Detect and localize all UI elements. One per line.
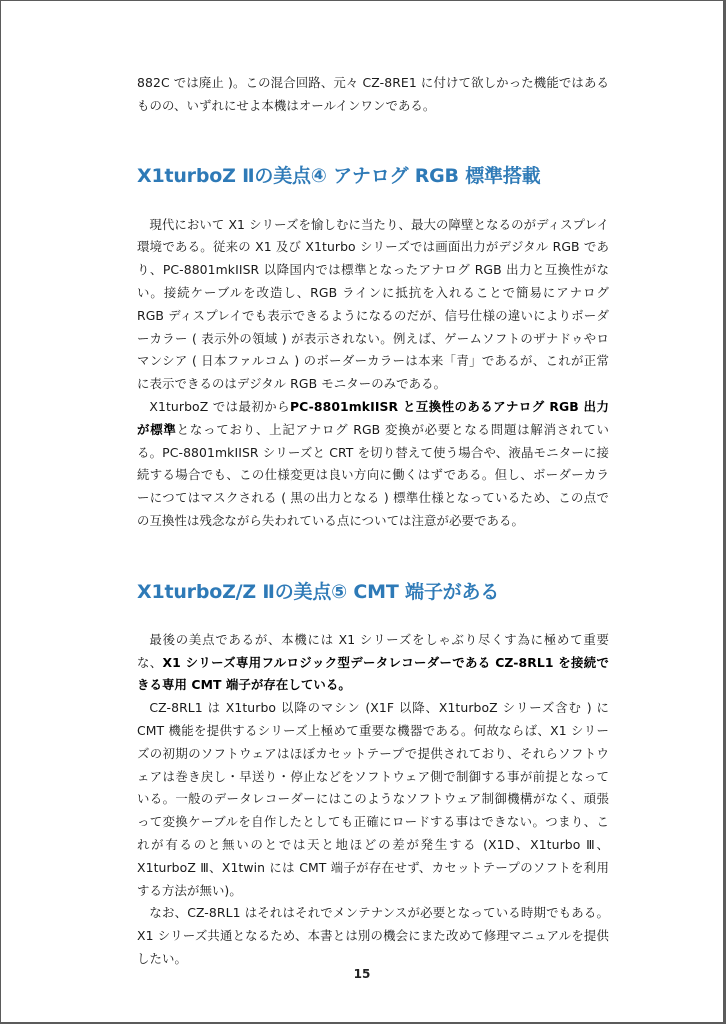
section-heading-cmt: X1turboZ/Z Ⅱの美点⑤ CMT 端子がある [137, 580, 500, 603]
section4-paragraph-1: 現代において X1 シリーズを愉しむに当たり、最大の障壁となるのがディスプレイ環境である。従来の X1 及び X1turbo シリーズでは画面出力がデジタル RGB であり、PC-8801mkIISR 以降国内では標準となったアナログ RGB 出力と互換性がない。接続ケーブルを改造し、RGB ラインに抵抗を入れることで簡易にアナログ RGB ディスプレイでも表示できるようになるのだが、信号仕様の違いによりボーダーカラー ( 表示外の領域 ) が表示されない。例えば、ゲームソフトのザナドゥやロマンシア ( 日本ファルコム ) のボーダーカラーは本来「青」であるが、これが正常に表示できるのはデジタル RGB モニターのみである。 [137, 216, 609, 392]
section4-paragraph-2-rest: となっており、上記アナログ RGB 変換が必要となる問題は解消されている。PC-8801mkIISR シリーズと CRT を切り替えて使う場合や、液晶モニターに接続する場合でも、この仕様変更は良い方向に働くはずである。但し、ボーダーカラーにつてはマスクされる ( 黒の出力となる ) 標準仕様となっているため、この点での互換性は残念ながら失われている点については注意が必要である。 [137, 421, 609, 528]
document-page [1, 1, 723, 1022]
section4-paragraph-2-lead: X1turboZ では最初から [149, 398, 290, 414]
section5-paragraph-1-emphasis: X1 シリーズ専用フルロジック型データレコーダーである CZ-8RL1 を接続できる専用 CMT 端子が存在している。 [137, 654, 609, 693]
section5-paragraph-3: なお、CZ-8RL1 はそれはそれでメンテナンスが必要となっている時期でもある。X1 シリーズ共通となるため、本書とは別の機会にまた改めて修理マニュアルを提供したい。 [137, 905, 609, 966]
section5-paragraph-1-lead: 最後の美点であるが、本機には X1 シリーズをしゃぶり尽くす為に極めて重要な、 [137, 631, 609, 670]
section-heading-rgb: X1turboZ Ⅱの美点④ アナログ RGB 標準搭載 [137, 164, 541, 187]
section4-paragraph-2 [137, 396, 609, 533]
section5-paragraph-2: CZ-8RL1 は X1turbo 以降のマシン (X1F 以降、X1turboZ シリーズ含む ) に CMT 機能を提供するシリーズ上極めて重要な機器である。何故ならば、X1 シリーズの初期のソフトウェアはほぼカセットテープで提供されており、それらソフトウェアは巻き戻し・早送り・停止などをソフトウェア側で制御する事が前提となっている。一般のデータレコーダーにはこのようなソフトウェア制御機構がなく、頑張って変換ケーブルを自作したとしても正確にロードする事はできない。つまり、これが有るのと無いのとでは天と地ほどの差が発生する (X1D、X1turbo Ⅲ、X1turboZ Ⅲ、X1twin には CMT 端子が存在せず、カセットテープのソフトを利用する方法が無い)。 [137, 700, 609, 898]
page-content [137, 72, 609, 971]
section5-paragraph-1 [137, 629, 609, 697]
intro-paragraph: 882C では廃止 )。この混合回路、元々 CZ-8RE1 に付けて欲しかった機能ではあるものの、いずれにせよ本機はオールインワンである。 [137, 75, 609, 113]
section4-paragraph-2-emphasis: PC-8801mkIISR と互換性のあるアナログ RGB 出力が標準 [137, 398, 609, 437]
page-number: 15 [353, 967, 371, 981]
